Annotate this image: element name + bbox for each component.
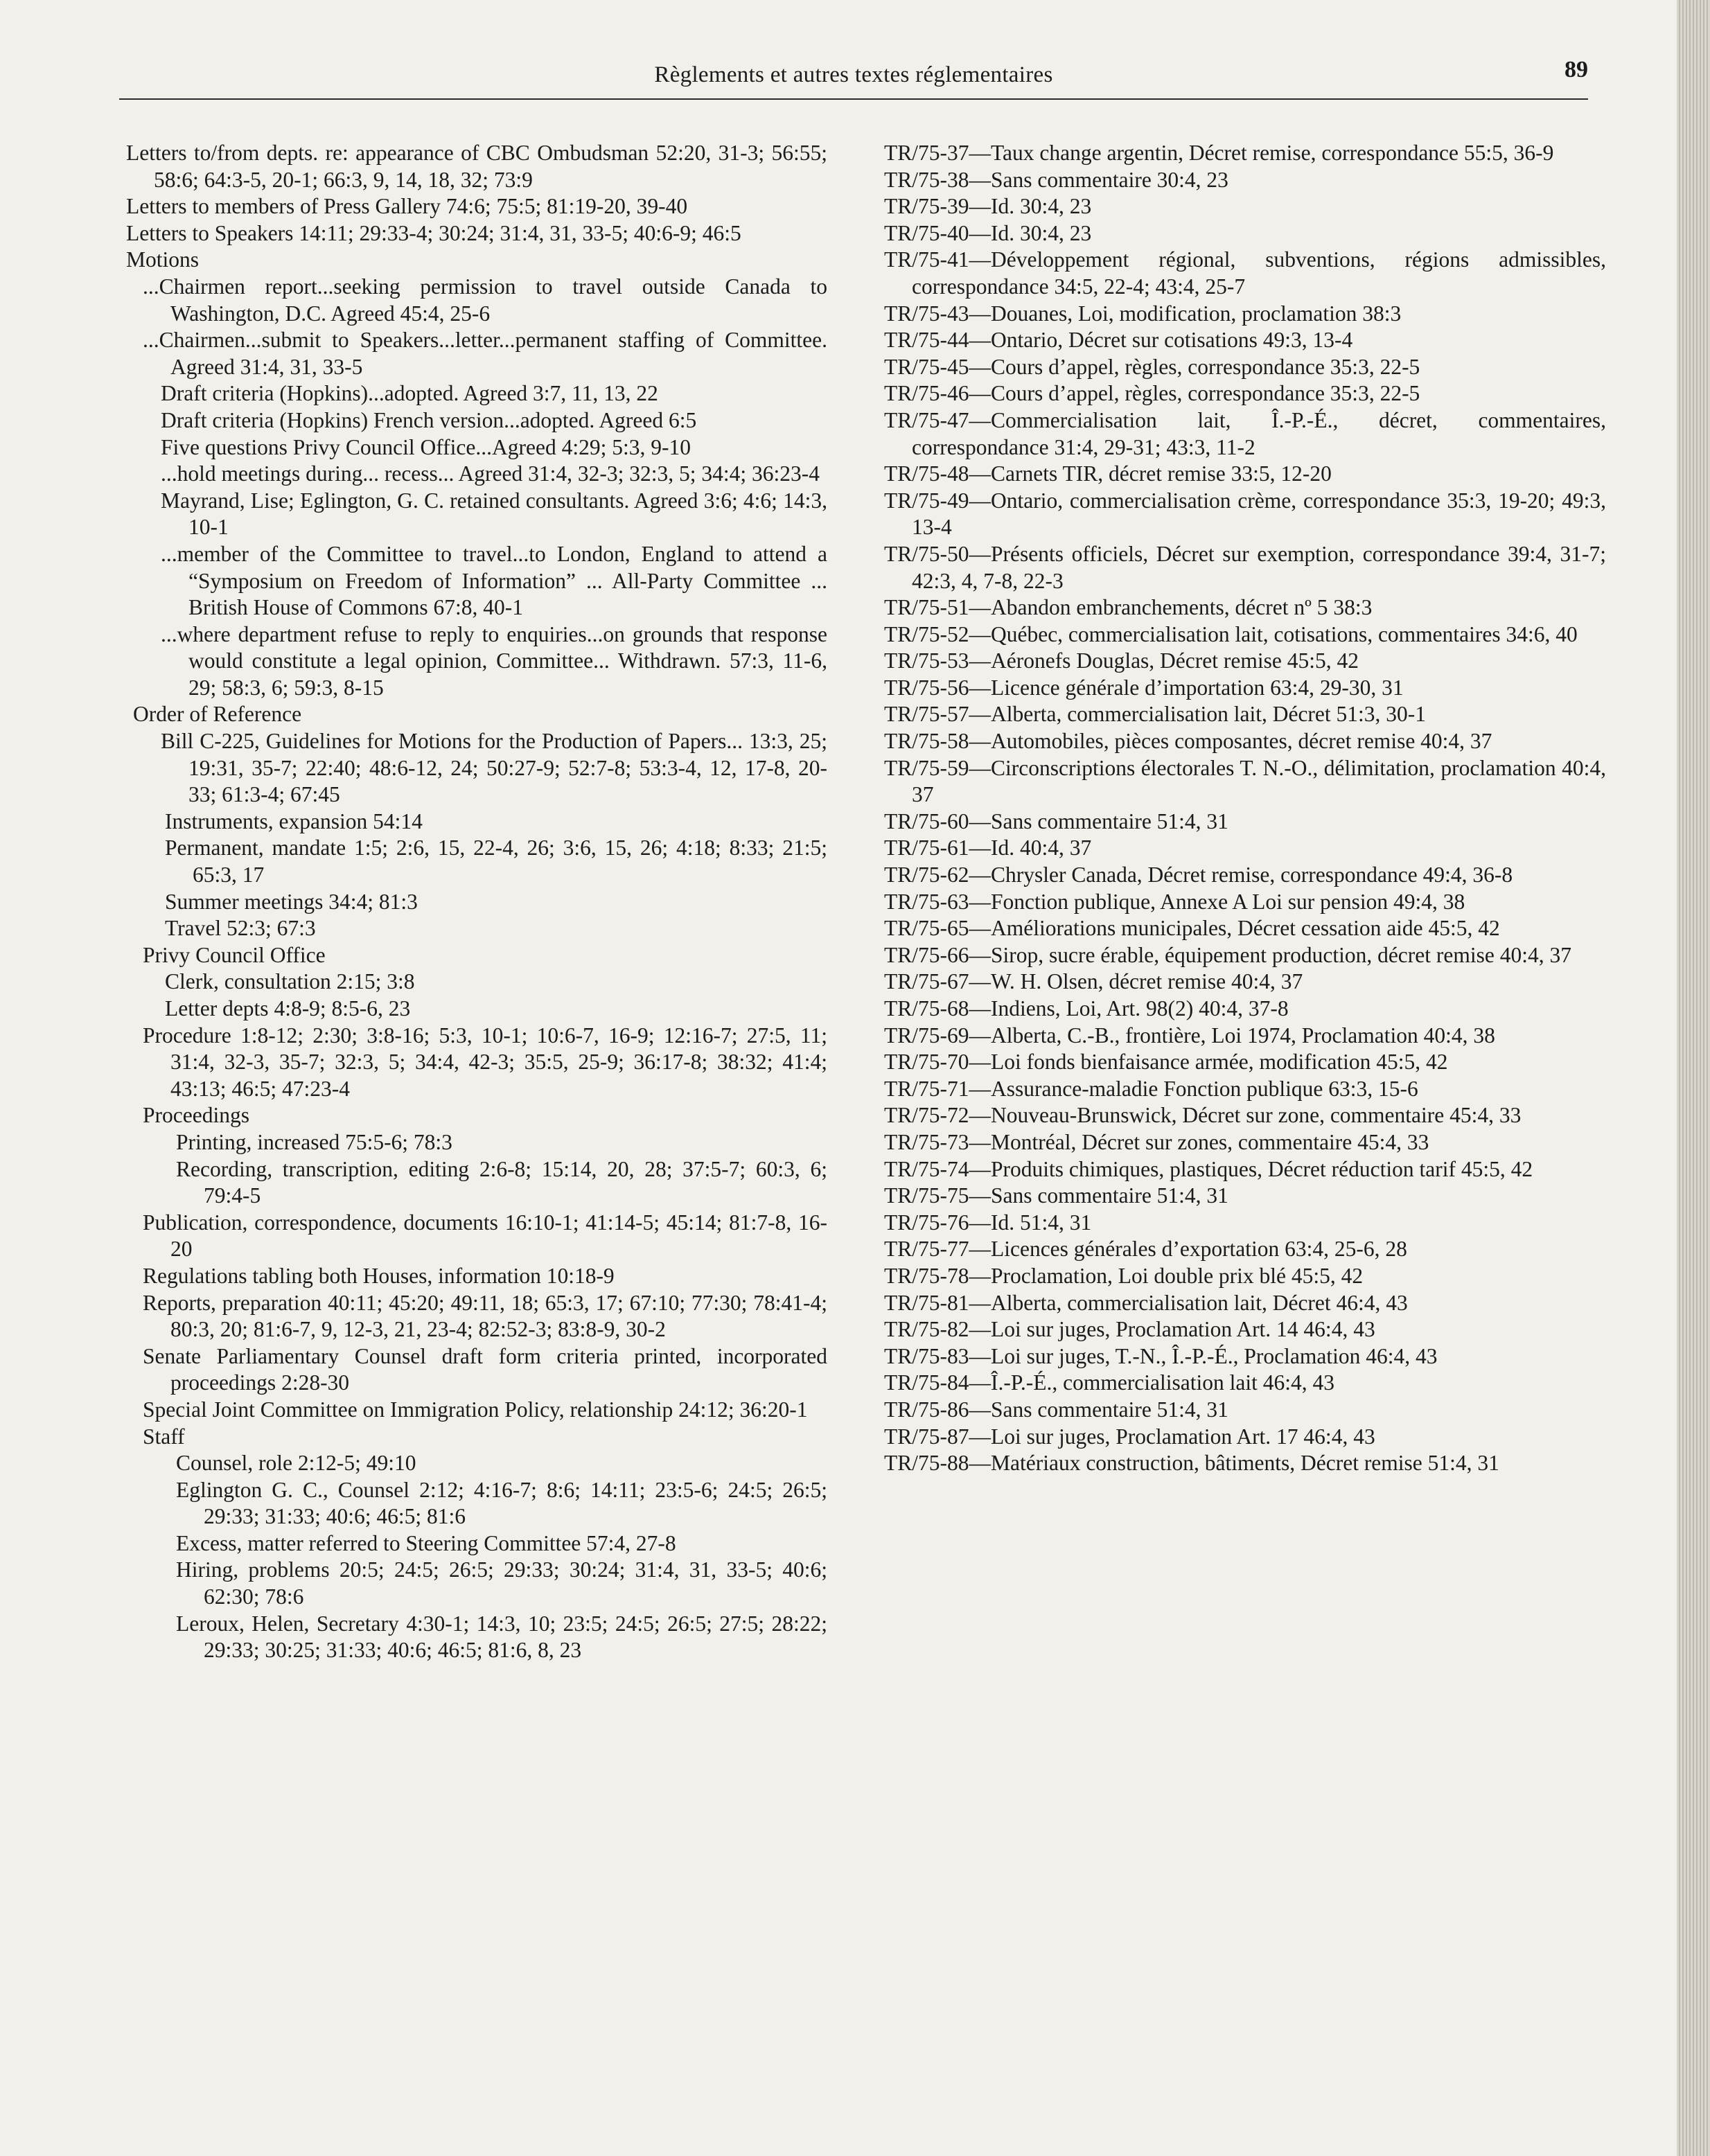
regulation-entry: TR/75-43—Douanes, Loi, modification, proclamation 38:3	[884, 301, 1402, 326]
regulation-entry: TR/75-50—Présents officiels, Décret sur exemption, correspondance 39:4, 31-7; 42:3, 4, 7-8, 22-3	[884, 541, 1606, 593]
index-entry: Recording, transcription, editing 2:6-8; 15:14, 20, 28; 37:5-7; 60:3, 6; 79:4-5	[176, 1156, 827, 1208]
running-title: Règlements et autres textes réglementaires	[654, 62, 1053, 87]
index-entry: Senate Parliamentary Counsel draft form criteria printed, incorporated proceedings 2:28-30	[143, 1343, 827, 1395]
regulation-entry: TR/75-59—Circonscriptions électorales T. N.-O., délimitation, proclamation 40:4, 37	[884, 755, 1606, 807]
left-index-column	[126, 140, 827, 1664]
regulation-entry: TR/75-46—Cours d’appel, règles, correspondance 35:3, 22-5	[884, 381, 1420, 406]
regulation-entry: TR/75-63—Fonction publique, Annexe A Loi sur pension 49:4, 38	[884, 889, 1465, 914]
index-entry: Staff	[143, 1424, 185, 1449]
regulation-entry: TR/75-49—Ontario, commercialisation crème, correspondance 35:3, 19-20; 49:3, 13-4	[884, 488, 1606, 540]
regulation-entry: TR/75-78—Proclamation, Loi double prix blé 45:5, 42	[884, 1263, 1364, 1288]
index-entry: ...member of the Committee to travel...to London, England to attend a “Symposium on Freedom of Information” ... All-Party Committee ... British House of Commons 67:8, 40-1	[161, 541, 827, 620]
index-entry: ...Chairmen...submit to Speakers...letter...permanent staffing of Committee. Agreed 31:4, 31, 33-5	[143, 328, 827, 379]
regulation-entry: TR/75-37—Taux change argentin, Décret remise, correspondance 55:5, 36-9	[884, 141, 1554, 165]
regulation-entry: TR/75-61—Id. 40:4, 37	[884, 836, 1092, 860]
page-header	[119, 57, 1588, 100]
regulation-entry: TR/75-72—Nouveau-Brunswick, Décret sur zone, commentaire 45:4, 33	[884, 1103, 1522, 1128]
regulation-entry: TR/75-51—Abandon embranchements, décret nº 5 38:3	[884, 595, 1373, 620]
index-entry: Letters to/from depts. re: appearance of CBC Ombudsman 52:20, 31-3; 56:55; 58:6; 64:3-5, 20-1; 66:3, 9, 14, 18, 32; 73:9	[126, 141, 827, 192]
regulation-entry: TR/75-45—Cours d’appel, règles, correspondance 35:3, 22-5	[884, 354, 1420, 379]
regulation-entry: TR/75-87—Loi sur juges, Proclamation Art. 17 46:4, 43	[884, 1424, 1375, 1449]
regulation-entry: TR/75-75—Sans commentaire 51:4, 31	[884, 1183, 1228, 1208]
index-entry: Special Joint Committee on Immigration Policy, relationship 24:12; 36:20-1	[143, 1397, 808, 1422]
regulation-entry: TR/75-74—Produits chimiques, plastiques, Décret réduction tarif 45:5, 42	[884, 1156, 1533, 1181]
regulation-entry: TR/75-56—Licence générale d’importation 63:4, 29-30, 31	[884, 675, 1404, 700]
index-entry: Proceedings	[143, 1103, 249, 1128]
page-stack-edge	[1677, 0, 1710, 2156]
regulation-entry: TR/75-52—Québec, commercialisation lait, cotisations, commentaires 34:6, 40	[884, 621, 1578, 646]
index-entry: ...where department refuse to reply to enquiries...on grounds that response would constitute a legal opinion, Committee... Withdrawn. 57:3, 11-6, 29; 58:3, 6; 59:3, 8-15	[161, 621, 827, 700]
index-entry: ...Chairmen report...seeking permission to travel outside Canada to Washington, D.C. Agreed 45:4, 25-6	[143, 274, 827, 326]
index-entry: Letters to Speakers 14:11; 29:33-4; 30:24; 31:4, 31, 33-5; 40:6-9; 46:5	[126, 220, 741, 245]
regulation-entry: TR/75-86—Sans commentaire 51:4, 31	[884, 1397, 1228, 1422]
index-entry: Procedure 1:8-12; 2:30; 3:8-16; 5:3, 10-1; 10:6-7, 16-9; 12:16-7; 27:5, 11; 31:4, 32-3, 35-7; 32:3, 5; 34:4, 42-3; 35:5, 25-9; 36:17-8; 38:32; 41:4; 43:13; 46:5; 47:23-4	[143, 1023, 827, 1101]
regulation-entry: TR/75-73—Montréal, Décret sur zones, commentaire 45:4, 33	[884, 1129, 1429, 1154]
regulation-entry: TR/75-71—Assurance-maladie Fonction publique 63:3, 15-6	[884, 1076, 1418, 1101]
regulation-entry: TR/75-70—Loi fonds bienfaisance armée, modification 45:5, 42	[884, 1050, 1448, 1075]
index-entry: Mayrand, Lise; Eglington, G. C. retained consultants. Agreed 3:6; 4:6; 14:3, 10-1	[161, 488, 827, 540]
regulation-entry: TR/75-88—Matériaux construction, bâtiments, Décret remise 51:4, 31	[884, 1451, 1499, 1476]
regulation-entry: TR/75-67—W. H. Olsen, décret remise 40:4, 37	[884, 969, 1303, 994]
index-entry: Bill C-225, Guidelines for Motions for the Production of Papers... 13:3, 25; 19:31, 35-7; 22:40; 48:6-12, 24; 50:27-9; 52:7-8; 53:3-4, 12, 17-8, 20-33; 61:3-4; 67:45	[161, 729, 827, 807]
index-entry: Printing, increased 75:5-6; 78:3	[176, 1129, 452, 1154]
regulation-entry: TR/75-82—Loi sur juges, Proclamation Art. 14 46:4, 43	[884, 1317, 1375, 1342]
regulation-entry: TR/75-81—Alberta, commercialisation lait, Décret 46:4, 43	[884, 1290, 1408, 1315]
regulation-entry: TR/75-38—Sans commentaire 30:4, 23	[884, 167, 1228, 192]
index-entry: Excess, matter referred to Steering Committee 57:4, 27-8	[176, 1530, 676, 1555]
index-entry: Privy Council Office	[143, 942, 326, 967]
regulation-entry: TR/75-40—Id. 30:4, 23	[884, 220, 1092, 245]
index-entry: Letter depts 4:8-9; 8:5-6, 23	[165, 996, 411, 1020]
regulation-entry: TR/75-53—Aéronefs Douglas, Décret remise 45:5, 42	[884, 648, 1359, 673]
index-entry: Eglington G. C., Counsel 2:12; 4:16-7; 8:6; 14:11; 23:5-6; 24:5; 26:5; 29:33; 31:33; 40:6; 46:5; 81:6	[176, 1477, 827, 1529]
regulation-entry: TR/75-41—Développement régional, subventions, régions admissibles, correspondance 34:5, 22-4; 43:4, 25-7	[884, 247, 1606, 299]
index-entry: Publication, correspondence, documents 16:10-1; 41:14-5; 45:14; 81:7-8, 16-20	[143, 1210, 827, 1262]
index-entry: Travel 52:3; 67:3	[165, 916, 316, 941]
index-entry: Draft criteria (Hopkins) French version...adopted. Agreed 6:5	[161, 407, 697, 432]
index-entry: Permanent, mandate 1:5; 2:6, 15, 22-4, 26; 3:6, 15, 26; 4:18; 8:33; 21:5; 65:3, 17	[165, 836, 827, 887]
index-entry: Letters to members of Press Gallery 74:6; 75:5; 81:19-20, 39-40	[126, 194, 688, 219]
regulation-entry: TR/75-76—Id. 51:4, 31	[884, 1210, 1092, 1235]
index-entry: Draft criteria (Hopkins)...adopted. Agreed 3:7, 11, 13, 22	[161, 381, 658, 406]
page-number: 89	[1564, 57, 1588, 82]
regulation-entry: TR/75-39—Id. 30:4, 23	[884, 194, 1092, 219]
regulation-entry: TR/75-44—Ontario, Décret sur cotisations 49:3, 13-4	[884, 328, 1353, 353]
index-entry: Counsel, role 2:12-5; 49:10	[176, 1451, 416, 1476]
regulation-entry: TR/75-58—Automobiles, pièces composantes, décret remise 40:4, 37	[884, 729, 1492, 754]
index-entry: Motions	[126, 247, 200, 272]
regulation-entry: TR/75-65—Améliorations municipales, Décret cessation aide 45:5, 42	[884, 916, 1500, 941]
index-entry: ...hold meetings during... recess... Agreed 31:4, 32-3; 32:3, 5; 34:4; 36:23-4	[161, 461, 820, 486]
regulation-entry: TR/75-83—Loi sur juges, T.-N., Î.-P.-É., Proclamation 46:4, 43	[884, 1343, 1438, 1368]
index-entry: Instruments, expansion 54:14	[165, 808, 423, 833]
index-entry: Leroux, Helen, Secretary 4:30-1; 14:3, 10; 23:5; 24:5; 26:5; 27:5; 28:22; 29:33; 30:25; 31:33; 40:6; 46:5; 81:6, 8, 23	[176, 1611, 827, 1663]
regulation-entry: TR/75-62—Chrysler Canada, Décret remise, correspondance 49:4, 36-8	[884, 863, 1513, 887]
regulation-entry: TR/75-84—Î.-P.-É., commercialisation lait 46:4, 43	[884, 1370, 1335, 1395]
index-entry: Hiring, problems 20:5; 24:5; 26:5; 29:33; 30:24; 31:4, 31, 33-5; 40:6; 62:30; 78:6	[176, 1557, 827, 1609]
index-entry: Regulations tabling both Houses, information 10:18-9	[143, 1263, 615, 1288]
regulation-entry: TR/75-47—Commercialisation lait, Î.-P.-É., décret, commentaires, correspondance 31:4, 29-31; 43:3, 11-2	[884, 407, 1606, 459]
index-entry: Summer meetings 34:4; 81:3	[165, 889, 418, 914]
regulation-entry: TR/75-66—Sirop, sucre érable, équipement production, décret remise 40:4, 37	[884, 942, 1571, 967]
regulation-entry: TR/75-57—Alberta, commercialisation lait, Décret 51:3, 30-1	[884, 702, 1427, 727]
index-entry: Clerk, consultation 2:15; 3:8	[165, 969, 415, 994]
regulation-entry: TR/75-69—Alberta, C.-B., frontière, Loi 1974, Proclamation 40:4, 38	[884, 1023, 1495, 1048]
regulation-entry: TR/75-60—Sans commentaire 51:4, 31	[884, 808, 1228, 833]
regulation-entry: TR/75-48—Carnets TIR, décret remise 33:5, 12-20	[884, 461, 1332, 486]
index-entry: Five questions Privy Council Office...Agreed 4:29; 5:3, 9-10	[161, 434, 691, 459]
regulation-entry: TR/75-77—Licences générales d’exportation 63:4, 25-6, 28	[884, 1237, 1407, 1262]
index-entry: Order of Reference	[133, 702, 302, 727]
index-entry: Reports, preparation 40:11; 45:20; 49:11, 18; 65:3, 17; 67:10; 77:30; 78:41-4; 80:3, 20; 81:6-7, 9, 12-3, 21, 23-4; 82:52-3; 83:8-9, 30-2	[143, 1290, 827, 1342]
regulation-entry: TR/75-68—Indiens, Loi, Art. 98(2) 40:4, 37-8	[884, 996, 1289, 1020]
right-index-column	[884, 140, 1606, 1477]
